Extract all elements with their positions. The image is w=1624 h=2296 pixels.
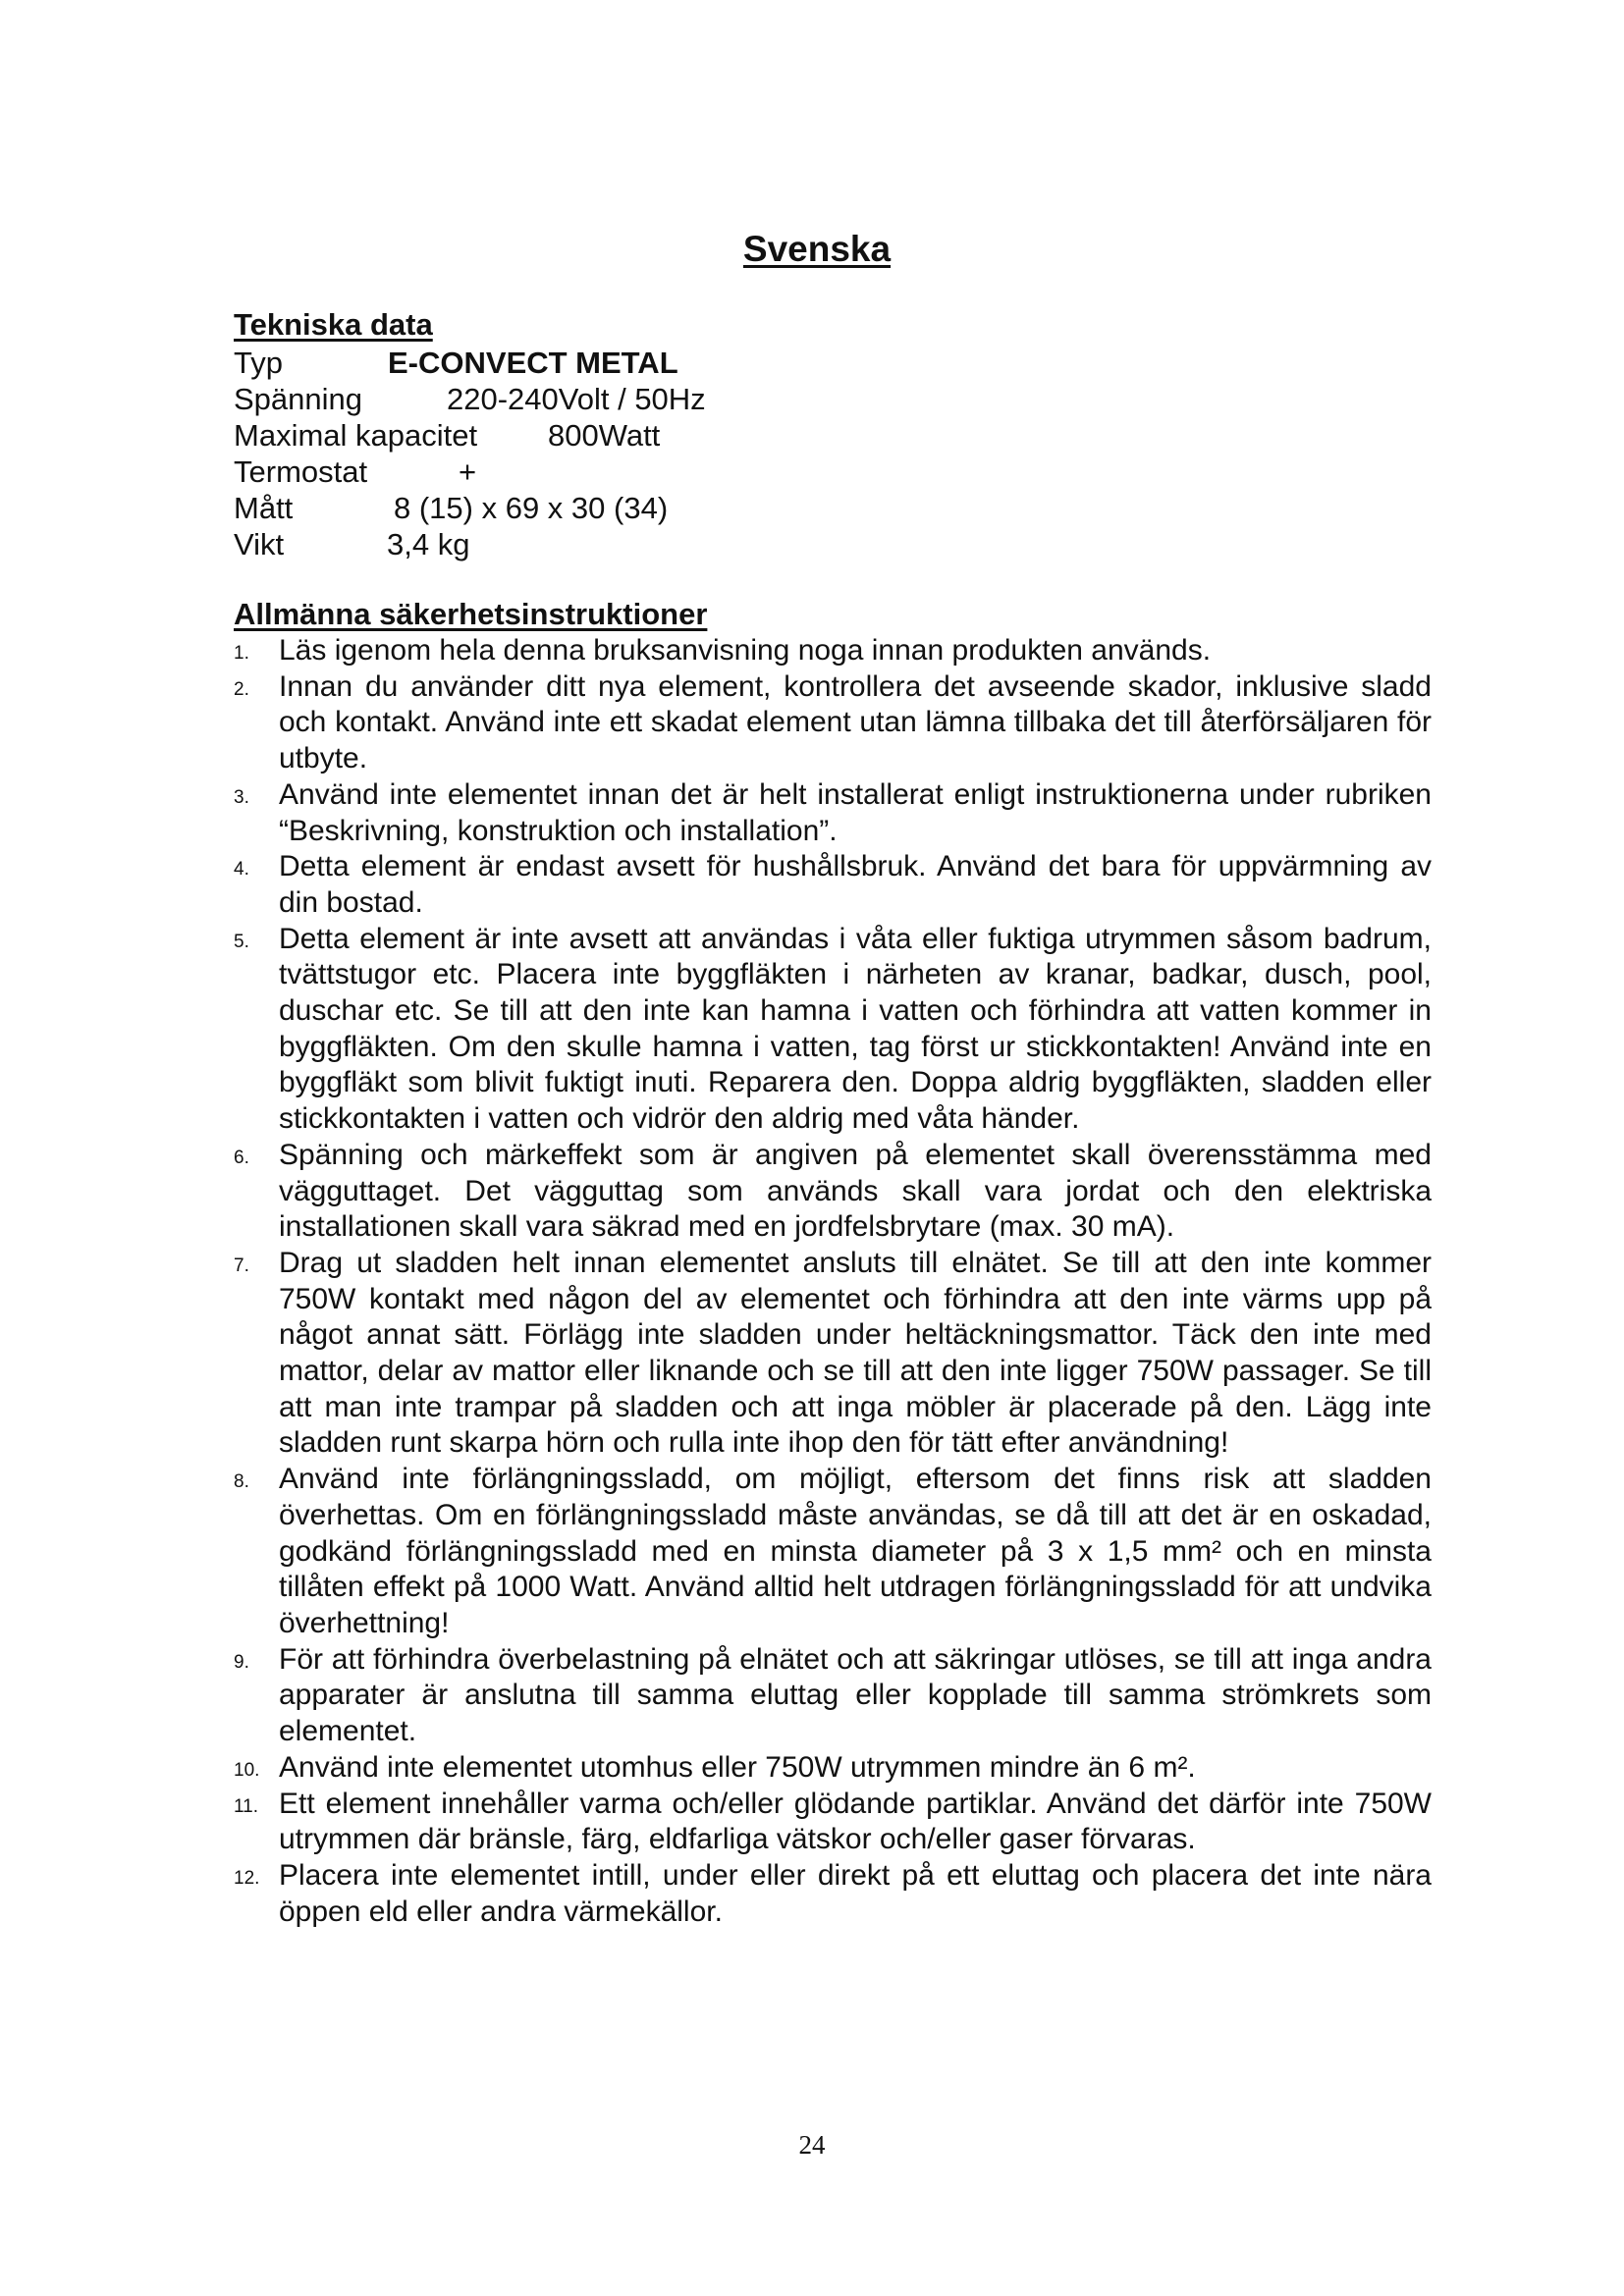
spec-label: Mått (234, 491, 294, 525)
list-item-text: Spänning och märkeffekt som är angiven på elementet skall överensstämma med vägguttaget. Det vägguttag som används skall vara jordat och den elektriska installationen skall vara säkrad med en jordfelsbrytare (max. 30 mA). (279, 1138, 1432, 1244)
list-item-number: 5. (234, 931, 249, 952)
list-item-number: 3. (234, 786, 249, 808)
spec-label: Spänning (234, 382, 363, 416)
list-item (234, 1787, 1432, 1858)
spec-value: + (459, 454, 477, 489)
list-item-text: Detta element är endast avsett för hushållsbruk. Använd det bara för uppvärmning av din bostad. (279, 850, 1432, 919)
list-item-number: 7. (234, 1255, 249, 1276)
list-item-text: För att förhindra överbelastning på elnätet och att säkringar utlöses, se till att inga andra apparater är anslutna till samma eluttag eller kopplade till samma strömkrets som elementet. (279, 1642, 1432, 1748)
list-item-text: Placera inte elementet intill, under eller direkt på ett eluttag och placera det inte nära öppen eld eller andra värmekällor. (279, 1858, 1432, 1928)
list-item-text: Använd inte elementet utomhus eller 750W utrymmen mindre än 6 m². (279, 1750, 1196, 1784)
page-number: 24 (798, 2130, 826, 2160)
list-item-number: 10. (234, 1759, 260, 1781)
list-item (234, 669, 1432, 777)
spec-label: Maximal kapacitet (234, 418, 478, 453)
spec-label: Vikt (234, 527, 285, 561)
list-item-number: 4. (234, 859, 249, 881)
list-item-text: Ett element innehåller varma och/eller glödande partiklar. Använd det därför inte 750W utrymmen där bränsle, färg, eldfarliga vätskor och/eller gaser förvaras. (279, 1787, 1432, 1856)
list-item-number: 12. (234, 1867, 260, 1889)
spec-value: 8 (15) x 69 x 30 (34) (394, 491, 669, 525)
list-item (234, 922, 1432, 1138)
list-item-text: Detta element är inte avsett att användas i våta eller fuktiga utrymmen såsom badrum, tvättstugor etc. Placera inte byggfläkten i närheten av kranar, badkar, dusch, pool, duschar etc. Se till att den inte kan hamna i vatten och förhindra att vatten kommer in byggfläkten. Om den skulle hamna i vatten, tag först ur stickkontakten! Använd inte en byggfläkt som blivit fuktigt inuti. Reparera den. Doppa aldrig byggfläkten, sladden eller stickkontakten i vatten och vidrör den aldrig med våta händer. (279, 922, 1432, 1136)
list-item-number: 1. (234, 643, 249, 664)
spec-row-voltage (234, 382, 706, 417)
list-item-number: 11. (234, 1795, 259, 1817)
list-item-number: 6. (234, 1147, 249, 1168)
safety-heading: Allmänna säkerhetsinstruktioner (234, 597, 708, 631)
list-item-text: Drag ut sladden helt innan elementet ansluts till elnätet. Se till att den inte kommer 750W kontakt med någon del av elementet och förhindra att den inte värms upp på något annat sätt. Förlägg inte sladden under heltäckningsmattor. Täck den inte med mattor, delar av mattor eller liknande och se till att den inte ligger 750W passager. Se till att man inte trampar på sladden och att inga möbler är placerade på den. Lägg inte sladden runt skarpa hörn och rulla inte ihop den för tätt efter användning! (279, 1246, 1432, 1460)
spec-value: 220-240Volt / 50Hz (447, 382, 706, 416)
list-item (234, 849, 1432, 921)
list-item (234, 1642, 1432, 1750)
list-item-text: Använd inte förlängningssladd, om möjligt, eftersom det finns risk att sladden överhettas. Om en förlängningssladd måste användas, se då till att det är en oskadad, godkänd förlängningssladd med en minsta diameter på 3 x 1,5 mm² och en minsta tillåten effekt på 1000 Watt. Använd alltid helt utdragen förlängningssladd för att undvika överhettning! (279, 1463, 1432, 1639)
list-item-number: 9. (234, 1651, 249, 1673)
spec-row-dimensions (234, 491, 669, 526)
spec-row-type (234, 346, 678, 381)
spec-value: E-CONVECT METAL (388, 346, 678, 380)
spec-value: 800Watt (548, 418, 661, 453)
spec-row-weight (234, 527, 470, 562)
safety-instructions-list (234, 633, 1432, 1930)
list-item-text: Läs igenom hela denna bruksanvisning noga innan produkten används. (279, 634, 1212, 667)
list-item (234, 777, 1432, 849)
spec-label: Termostat (234, 454, 368, 489)
list-item (234, 633, 1432, 669)
spec-row-thermostat (234, 454, 477, 490)
list-item (234, 1462, 1432, 1642)
page-title: Svenska (742, 229, 892, 269)
spec-row-capacity (234, 418, 661, 454)
list-item-number: 2. (234, 678, 249, 700)
list-item (234, 1750, 1432, 1787)
list-item (234, 1246, 1432, 1462)
list-item (234, 1858, 1432, 1930)
list-item-text: Använd inte elementet innan det är helt installerat enligt instruktionerna under rubriken “Beskrivning, konstruktion och installation”. (279, 777, 1432, 847)
technical-data-heading: Tekniska data (234, 307, 433, 342)
list-item-number: 8. (234, 1471, 249, 1493)
spec-value: 3,4 kg (387, 527, 470, 561)
list-item-text: Innan du använder ditt nya element, kontrollera det avseende skador, inklusive sladd och kontakt. Använd inte ett skadat element utan lämna tillbaka det till återförsäljaren för utbyte. (279, 669, 1432, 775)
spec-label: Typ (234, 346, 283, 380)
list-item (234, 1138, 1432, 1246)
